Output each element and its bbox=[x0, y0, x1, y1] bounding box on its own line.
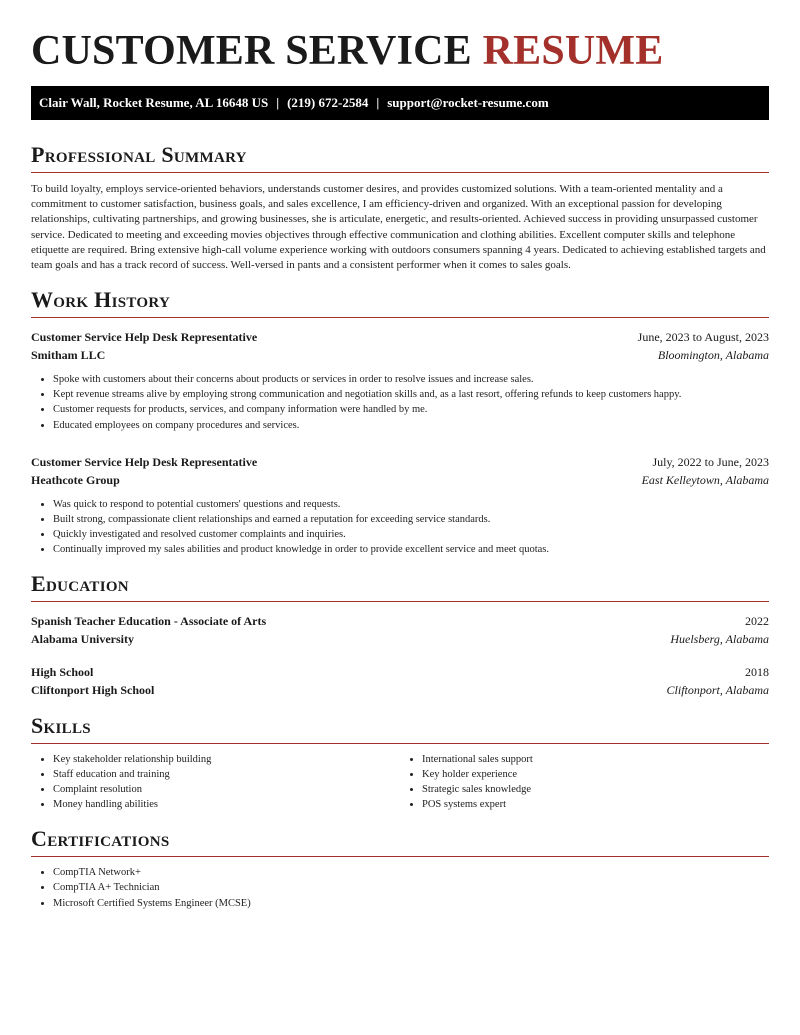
contact-separator: | bbox=[376, 95, 380, 110]
job-dates: July, 2022 to June, 2023 bbox=[652, 454, 769, 469]
skill-item: • Complaint resolution bbox=[53, 782, 400, 797]
contact-email: support@rocket-resume.com bbox=[387, 95, 549, 110]
job-bullets bbox=[31, 497, 769, 557]
job-location: East Kelleytown, Alabama bbox=[641, 472, 769, 487]
education-section bbox=[31, 571, 769, 699]
section-heading-summary: Professional Summary bbox=[31, 142, 247, 167]
skill-item: • Staff education and training bbox=[53, 767, 400, 782]
section-divider bbox=[31, 743, 769, 744]
section-divider bbox=[31, 601, 769, 602]
certification-item: • CompTIA A+ Technician bbox=[53, 880, 769, 895]
job-bullet: • Customer requests for products, services, and company information were handled by me. bbox=[53, 402, 769, 417]
work-history-section bbox=[31, 287, 769, 557]
job-bullet: • Continually improved my sales abilities and product knowledge in order to provide excellent service and meet quotas. bbox=[53, 542, 769, 557]
education-entry bbox=[31, 612, 769, 648]
resume-title bbox=[31, 28, 769, 74]
title-accent: RESUME bbox=[482, 28, 664, 74]
contact-bar bbox=[31, 86, 769, 120]
section-heading-work: Work History bbox=[31, 287, 171, 313]
job-entry bbox=[31, 328, 769, 432]
resume-page bbox=[31, 0, 769, 911]
section-divider bbox=[31, 856, 769, 857]
skill-item: • Strategic sales knowledge bbox=[422, 782, 769, 797]
education-year: 2022 bbox=[745, 613, 769, 628]
skills-list-right bbox=[400, 752, 769, 812]
skill-item: • Key stakeholder relationship building bbox=[53, 752, 400, 767]
job-dates: June, 2023 to August, 2023 bbox=[637, 330, 769, 345]
summary-section bbox=[31, 142, 769, 273]
section-heading-skills: Skills bbox=[31, 712, 91, 738]
education-year: 2018 bbox=[745, 664, 769, 679]
job-bullet: • Was quick to respond to potential customers' questions and requests. bbox=[53, 497, 769, 512]
contact-phone: (219) 672-2584 bbox=[287, 95, 369, 110]
skill-item: • International sales support bbox=[422, 752, 769, 767]
job-bullet: • Educated employees on company procedures and services. bbox=[53, 418, 769, 433]
certification-item: • Microsoft Certified Systems Engineer (MCSE) bbox=[53, 896, 769, 911]
education-school: Alabama University bbox=[31, 631, 134, 646]
title-main: CUSTOMER SERVICE bbox=[31, 28, 472, 74]
education-entry bbox=[31, 663, 769, 699]
job-company: Heathcote Group bbox=[31, 472, 120, 487]
summary-text: To build loyalty, employs service-oriented behaviors, understands customer desires, and provides customized solutions. With a team-oriented mentality and a commitment to customer satisfaction, business goals, and sales excellence, I am efficiency-driven and organized. With an exceptional passion for developing relationships, cultivating partnerships, and growing businesses, she is articulate, energetic, and results-oriented. Achieved success in providing unsurpassed customer service. Dedicated to meeting and exceeding movies objectives through effective communication and clothing abilities. Excellent computer skills and telephone etiquette are required. Bring extensive high-call volume experience working with outdoors consumers spanning 4 years. Dedicated to achieving established targets and team goals and has a track record of success. Well-versed in pants and a consistent performer when it comes to sales goals. bbox=[31, 183, 766, 272]
section-heading-education: Education bbox=[31, 570, 129, 596]
skill-item: • Key holder experience bbox=[422, 767, 769, 782]
job-location: Bloomington, Alabama bbox=[657, 348, 769, 363]
section-divider bbox=[31, 317, 769, 318]
skills-list-left bbox=[31, 752, 400, 812]
certification-item: • CompTIA Network+ bbox=[53, 865, 769, 880]
job-title: Customer Service Help Desk Representative bbox=[31, 454, 258, 469]
job-title: Customer Service Help Desk Representative bbox=[31, 330, 258, 345]
job-bullet: • Built strong, compassionate client relationships and earned a reputation for exceeding service standards. bbox=[53, 512, 769, 527]
contact-address: Clair Wall, Rocket Resume, AL 16648 US bbox=[39, 95, 269, 110]
skill-item: • POS systems expert bbox=[422, 797, 769, 812]
certifications-section bbox=[31, 826, 769, 910]
education-school: Cliftonport High School bbox=[31, 682, 155, 697]
education-location: Cliftonport, Alabama bbox=[666, 682, 769, 697]
education-degree: Spanish Teacher Education - Associate of Arts bbox=[31, 613, 267, 628]
section-heading-certifications: Certifications bbox=[31, 826, 170, 852]
certifications-list bbox=[31, 865, 769, 910]
education-location: Huelsberg, Alabama bbox=[670, 631, 769, 646]
job-bullet: • Spoke with customers about their concerns about products or services in order to resolve issues and increase sales. bbox=[53, 372, 769, 387]
education-degree: High School bbox=[31, 664, 94, 679]
job-company: Smitham LLC bbox=[31, 348, 106, 363]
skill-item: • Money handling abilities bbox=[53, 797, 400, 812]
job-entry bbox=[31, 453, 769, 557]
contact-separator: | bbox=[276, 95, 280, 110]
section-divider bbox=[31, 172, 769, 173]
job-bullet: • Quickly investigated and resolved customer complaints and inquiries. bbox=[53, 527, 769, 542]
job-bullets bbox=[31, 372, 769, 432]
job-bullet: • Kept revenue streams alive by employing strong communication and negotiation skills and, as a last resort, offering refunds to keep customers happy. bbox=[53, 387, 769, 402]
skills-section bbox=[31, 713, 769, 812]
skills-grid bbox=[31, 752, 769, 812]
